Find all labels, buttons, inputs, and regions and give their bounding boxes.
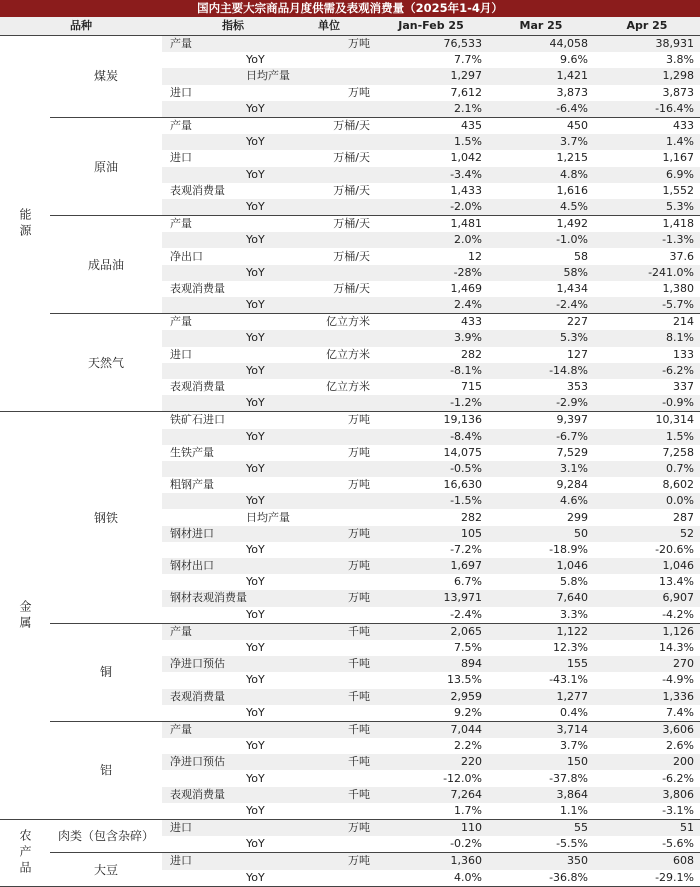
commodity-label: 天然气 [50,314,162,412]
value-cell: 715 [461,380,482,394]
value-cell: 3,714 [488,721,594,738]
value-cell: 1,215 [556,151,588,165]
indicator-cell: YoY [162,803,284,820]
commodity-table [0,17,700,887]
value-cell: 12.3% [553,641,588,655]
indicator-cell: YoY [162,199,284,216]
value-cell: 13.4% [659,575,694,589]
indicator-cell: YoY [162,870,284,887]
indicator-cell: 进口 [162,820,284,837]
value-cell: 3,806 [594,787,700,803]
value-cell: 4.0% [374,870,488,887]
unit-cell [284,870,374,887]
value-cell: 110 [374,820,488,837]
table-row [0,117,700,134]
value-cell: 1,418 [662,217,694,231]
value-cell: 2.2% [454,739,482,753]
value-cell: -20.6% [655,542,694,556]
value-cell: 58 [574,249,588,263]
value-cell: 3,606 [594,721,700,738]
unit-cell: 万吨 [348,445,370,459]
unit-cell: 千吨 [284,623,374,640]
unit-cell [284,199,374,216]
indicator-cell: 生铁产量 [170,445,214,459]
indicator-cell: 净出口 [170,249,203,263]
value-cell: 9,397 [556,413,588,427]
value-cell: -3.4% [374,167,488,183]
value-cell: -6.2% [662,771,694,785]
value-cell: 287 [673,510,694,524]
value-cell: -1.0% [488,232,594,248]
value-cell: 5.8% [560,575,588,589]
header-unit: 单位 [284,17,374,36]
indicator-cell: 钢材表观消费量 [162,590,284,606]
unit-cell [284,429,374,445]
value-cell: -2.4% [374,607,488,624]
value-cell: 2,065 [374,623,488,640]
value-cell: 37.6 [669,249,694,263]
indicator-cell: YoY [162,363,284,379]
value-cell: 3,873 [556,85,588,99]
value-cell: 3.9% [374,330,488,346]
value-cell: 14,075 [443,445,482,459]
unit-cell [284,509,374,525]
value-cell: 105 [374,526,488,542]
value-cell: 1,297 [374,68,488,84]
commodity-label: 煤炭 [50,36,162,118]
unit-cell: 千吨 [284,787,374,803]
value-cell: 7.4% [594,705,700,722]
unit-cell: 万桶/天 [333,249,370,263]
indicator-cell: 铁矿石进口 [170,413,225,427]
value-cell: 7,044 [374,721,488,738]
value-cell: -7.2% [450,542,482,556]
value-cell: 8.1% [594,330,700,346]
value-cell: 13,971 [374,590,488,606]
value-cell: 282 [461,510,482,524]
indicator-cell: YoY [162,607,284,624]
value-cell: 270 [594,656,700,672]
value-cell: -241.0% [594,265,700,281]
value-cell: 14.3% [659,641,694,655]
value-cell: 12 [468,249,482,263]
value-cell: -5.5% [488,836,594,853]
unit-cell [284,134,374,150]
commodity-label: 铜 [50,623,162,721]
table-body [0,36,700,887]
value-cell: 1,042 [450,151,482,165]
value-cell: -28% [374,265,488,281]
value-cell: 2.1% [374,101,488,118]
indicator-cell: 产量 [162,623,284,640]
value-cell: 1,492 [556,217,588,231]
value-cell: 7,529 [556,445,588,459]
indicator-cell: 净进口预估 [162,754,284,770]
value-cell: 227 [567,315,588,329]
group-label: 农产品 [0,820,50,887]
unit-cell: 亿立方米 [326,380,370,394]
value-cell: 433 [673,119,694,133]
value-cell: 1.5% [594,429,700,445]
value-cell: 150 [488,754,594,770]
header-commodity: 品种 [0,17,162,36]
indicator-cell: YoY [162,330,284,346]
value-cell: -8.1% [374,363,488,379]
value-cell: 608 [594,853,700,870]
unit-cell [284,363,374,379]
unit-cell: 万吨 [284,558,374,574]
value-cell: 353 [567,380,588,394]
unit-cell: 万吨 [284,853,374,870]
value-cell: 1,434 [556,281,588,295]
value-cell: 19,136 [443,413,482,427]
unit-cell [284,232,374,248]
value-cell: 1,298 [594,68,700,84]
value-cell: 1,616 [556,183,588,197]
value-cell: -2.9% [488,395,594,412]
value-cell: 337 [673,380,694,394]
value-cell: 9.2% [374,705,488,722]
commodity-label: 成品油 [50,216,162,314]
value-cell: 1.5% [374,134,488,150]
value-cell: 433 [461,315,482,329]
indicator-cell: 日均产量 [246,510,290,524]
value-cell: 3.7% [488,134,594,150]
indicator-cell: YoY [246,53,265,67]
value-cell: -0.9% [594,395,700,412]
indicator-cell: YoY [246,673,265,687]
value-cell: -1.3% [594,232,700,248]
indicator-cell: 表观消费量 [170,183,225,197]
value-cell: 6.9% [594,167,700,183]
indicator-cell: YoY [162,395,284,412]
indicator-cell: YoY [246,575,265,589]
unit-cell [284,167,374,183]
commodity-label: 钢铁 [50,412,162,623]
unit-cell [284,461,374,477]
table-row [0,623,700,640]
value-cell: -36.8% [488,870,594,887]
value-cell: 299 [567,510,588,524]
value-cell: -0.5% [374,461,488,477]
unit-cell: 万桶/天 [333,119,370,133]
indicator-cell: 进口 [170,85,192,99]
unit-cell: 万吨 [284,820,374,837]
value-cell: 1,380 [662,281,694,295]
indicator-cell: YoY [246,771,265,785]
value-cell: 1,469 [450,281,482,295]
header-jan-feb: Jan-Feb 25 [374,17,488,36]
value-cell: -1.5% [374,493,488,509]
value-cell: 1,697 [374,558,488,574]
value-cell: 435 [461,119,482,133]
value-cell: 1,046 [594,558,700,574]
value-cell: 76,533 [374,36,488,53]
indicator-cell: 进口 [170,347,192,361]
value-cell: 4.8% [488,167,594,183]
unit-cell: 万吨 [284,590,374,606]
commodity-label: 肉类（包含杂碎） [50,820,162,853]
group-label: 金属 [0,412,50,820]
table-row [0,216,700,233]
unit-cell [284,672,374,688]
indicator-cell: YoY [246,542,265,556]
commodity-label: 大豆 [50,853,162,886]
value-cell: -4.2% [594,607,700,624]
value-cell: 5.3% [594,199,700,216]
value-cell: 1,336 [594,689,700,705]
value-cell: 214 [673,315,694,329]
value-cell: 133 [673,347,694,361]
value-cell: 200 [594,754,700,770]
unit-cell: 千吨 [284,721,374,738]
value-cell: 6.7% [454,575,482,589]
unit-cell: 万桶/天 [333,151,370,165]
indicator-cell: YoY [162,705,284,722]
indicator-cell: 进口 [170,151,192,165]
value-cell: 2,959 [374,689,488,705]
value-cell: -6.7% [488,429,594,445]
unit-cell [284,330,374,346]
unit-cell: 万吨 [284,36,374,53]
value-cell: 1,481 [450,217,482,231]
value-cell: 13.5% [447,673,482,687]
indicator-cell: YoY [162,836,284,853]
unit-cell [284,265,374,281]
indicator-cell: YoY [162,265,284,281]
value-cell: 7,640 [488,590,594,606]
value-cell: 6,907 [594,590,700,606]
value-cell: -16.4% [594,101,700,118]
value-cell: 3,864 [488,787,594,803]
value-cell: 220 [374,754,488,770]
value-cell: 2.6% [666,739,694,753]
value-cell: -43.1% [549,673,588,687]
indicator-cell: 净进口预估 [162,656,284,672]
indicator-cell: 产量 [170,119,192,133]
value-cell: 155 [488,656,594,672]
value-cell: 44,058 [488,36,594,53]
indicator-cell: YoY [246,739,265,753]
value-cell: 7,612 [450,85,482,99]
value-cell: -2.4% [488,297,594,314]
value-cell: 58% [488,265,594,281]
value-cell: 10,314 [655,413,694,427]
unit-cell: 万桶/天 [333,183,370,197]
value-cell: 2.4% [374,297,488,314]
indicator-cell: YoY [162,493,284,509]
table-row [0,314,700,331]
unit-cell: 万桶/天 [333,281,370,295]
value-cell: 1,046 [488,558,594,574]
indicator-cell: 表观消费量 [162,787,284,803]
value-cell: 51 [594,820,700,837]
value-cell: 3,873 [662,85,694,99]
indicator-cell: YoY [162,461,284,477]
value-cell: -0.2% [374,836,488,853]
value-cell: 4.5% [488,199,594,216]
unit-cell: 万吨 [284,526,374,542]
unit-cell [284,297,374,314]
value-cell: 50 [488,526,594,542]
value-cell: 3.3% [488,607,594,624]
value-cell: -14.8% [488,363,594,379]
indicator-cell: YoY [162,167,284,183]
value-cell: 127 [567,347,588,361]
table-row [0,721,700,738]
value-cell: 8,602 [662,478,694,492]
value-cell: 0.4% [488,705,594,722]
header-indicator: 指标 [162,17,284,36]
value-cell: 350 [488,853,594,870]
value-cell: 1,122 [488,623,594,640]
value-cell: 5.3% [488,330,594,346]
value-cell: 0.7% [594,461,700,477]
value-cell: -18.9% [549,542,588,556]
table-row [0,820,700,837]
value-cell: -5.7% [594,297,700,314]
value-cell: 1,126 [594,623,700,640]
indicator-cell: 钢材出口 [162,558,284,574]
unit-cell [284,52,374,68]
unit-cell [284,738,374,754]
unit-cell: 万吨 [348,478,370,492]
value-cell: 38,931 [594,36,700,53]
value-cell: 55 [488,820,594,837]
indicator-cell: 进口 [162,853,284,870]
header-row [0,17,700,36]
value-cell: 1.7% [374,803,488,820]
value-cell: -29.1% [594,870,700,887]
indicator-cell: YoY [162,134,284,150]
value-cell: 1,277 [488,689,594,705]
value-cell: -3.1% [594,803,700,820]
value-cell: -4.9% [662,673,694,687]
unit-cell [284,493,374,509]
value-cell: 1,360 [374,853,488,870]
value-cell: 9.6% [560,53,588,67]
indicator-cell: 钢材进口 [162,526,284,542]
unit-cell: 亿立方米 [326,315,370,329]
indicator-cell: 日均产量 [162,68,284,84]
value-cell: 7.7% [454,53,482,67]
unit-cell: 万吨 [348,413,370,427]
value-cell: -1.2% [374,395,488,412]
commodity-label: 铝 [50,721,162,819]
commodity-label: 原油 [50,117,162,215]
value-cell: -5.6% [594,836,700,853]
value-cell: 3.7% [560,739,588,753]
value-cell: -2.0% [374,199,488,216]
unit-cell: 千吨 [284,656,374,672]
value-cell: 1,421 [488,68,594,84]
value-cell: 7,264 [374,787,488,803]
indicator-cell: YoY [162,101,284,118]
unit-cell [284,770,374,786]
indicator-cell: 粗钢产量 [170,478,214,492]
unit-cell: 千吨 [284,754,374,770]
unit-cell [284,836,374,853]
unit-cell [284,68,374,84]
group-label: 能源 [0,36,50,412]
value-cell: -6.2% [594,363,700,379]
value-cell: 4.6% [488,493,594,509]
value-cell: 52 [594,526,700,542]
header-apr: Apr 25 [594,17,700,36]
indicator-cell: YoY [246,641,265,655]
value-cell: 282 [461,347,482,361]
value-cell: 450 [567,119,588,133]
value-cell: 7,258 [662,445,694,459]
unit-cell: 万吨 [348,85,370,99]
table-row [0,412,700,429]
unit-cell [284,101,374,118]
indicator-cell: 产量 [162,36,284,53]
unit-cell [284,705,374,722]
indicator-cell: 产量 [170,315,192,329]
table-row [0,36,700,53]
unit-cell: 千吨 [284,689,374,705]
table-title: 国内主要大宗商品月度供需及表观消费量（2025年1-4月） [0,0,700,17]
unit-cell [284,607,374,624]
indicator-cell: YoY [162,429,284,445]
value-cell: -37.8% [549,771,588,785]
value-cell: 1,433 [450,183,482,197]
value-cell: -8.4% [374,429,488,445]
unit-cell: 万桶/天 [333,217,370,231]
value-cell: 894 [374,656,488,672]
value-cell: -12.0% [443,771,482,785]
value-cell: 1.4% [594,134,700,150]
unit-cell [284,803,374,820]
value-cell: 2.0% [374,232,488,248]
unit-cell [284,640,374,656]
unit-cell [284,574,374,590]
indicator-cell: 表观消费量 [162,689,284,705]
indicator-cell: 产量 [170,217,192,231]
indicator-cell: YoY [162,232,284,248]
indicator-cell: 产量 [162,721,284,738]
value-cell: 3.8% [666,53,694,67]
value-cell: 1.1% [488,803,594,820]
value-cell: 9,284 [556,478,588,492]
table-row [0,853,700,870]
value-cell: 1,167 [662,151,694,165]
unit-cell [284,542,374,558]
indicator-cell: 表观消费量 [170,380,225,394]
value-cell: 16,630 [443,478,482,492]
value-cell: 3.1% [488,461,594,477]
value-cell: 1,552 [662,183,694,197]
indicator-cell: 表观消费量 [170,281,225,295]
unit-cell: 亿立方米 [326,347,370,361]
value-cell: -6.4% [488,101,594,118]
unit-cell [284,395,374,412]
value-cell: 0.0% [594,493,700,509]
value-cell: 7.5% [454,641,482,655]
indicator-cell: YoY [162,297,284,314]
header-mar: Mar 25 [488,17,594,36]
